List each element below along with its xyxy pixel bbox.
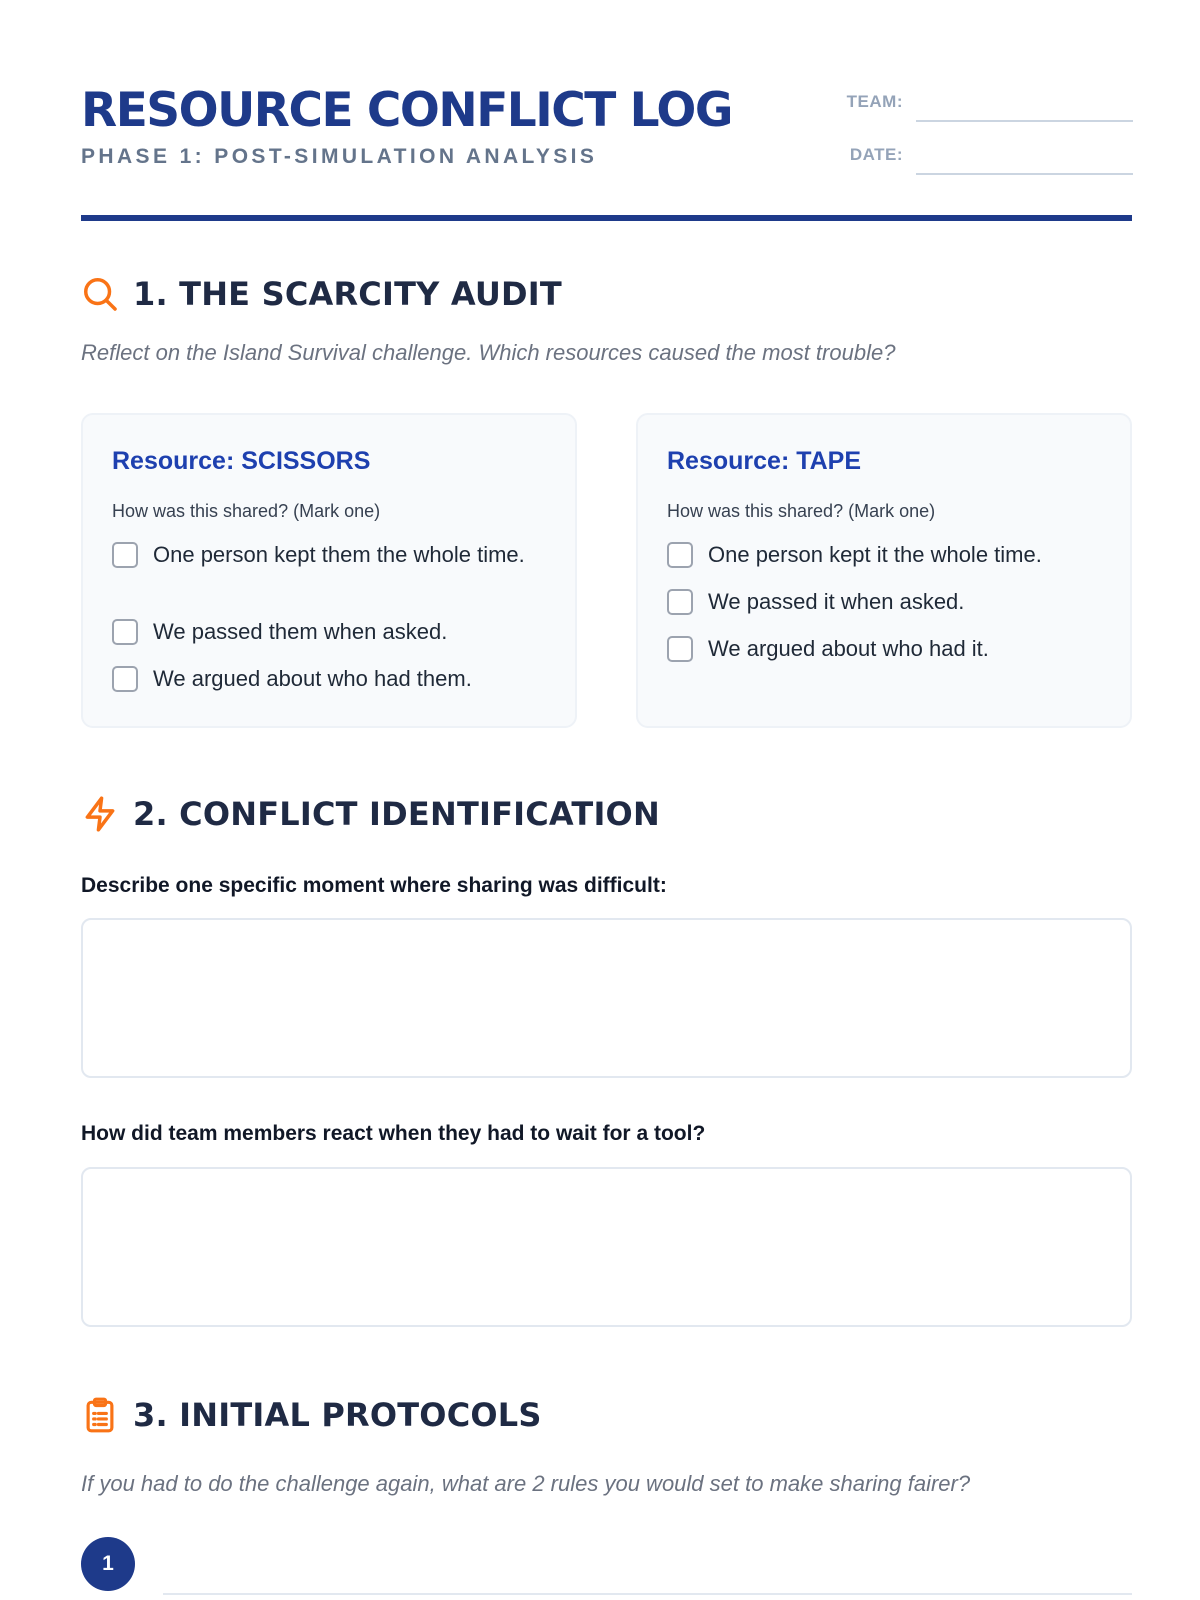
option-kept-whole-time[interactable] xyxy=(112,538,532,571)
rule-answer-line[interactable] xyxy=(163,1593,1132,1595)
section-title: 3. INITIAL PROTOCOLS xyxy=(133,1396,542,1434)
checkbox[interactable] xyxy=(667,542,693,568)
option-label: We passed it when asked. xyxy=(708,589,965,614)
card-title: Resource: TAPE xyxy=(667,447,862,475)
checkbox[interactable] xyxy=(667,636,693,662)
option-kept-whole-time[interactable] xyxy=(667,538,1087,571)
resource-card-scissors xyxy=(81,413,577,728)
lightning-icon xyxy=(81,795,119,833)
search-icon xyxy=(81,275,119,313)
option-passed-when-asked[interactable] xyxy=(112,615,532,648)
header-divider xyxy=(81,215,1132,221)
card-title: Resource: SCISSORS xyxy=(112,447,371,475)
resource-card-tape xyxy=(636,413,1132,728)
checkbox[interactable] xyxy=(667,589,693,615)
section-scarcity-audit-heading xyxy=(81,272,562,316)
date-label: DATE: xyxy=(849,145,903,164)
section-title: 2. CONFLICT IDENTIFICATION xyxy=(133,795,660,833)
page-title: RESOURCE CONFLICT LOG xyxy=(81,83,732,138)
page-subtitle: PHASE 1: POST-SIMULATION ANALYSIS xyxy=(81,145,598,168)
team-field xyxy=(748,82,1133,122)
question-difficult-moment: Describe one specific moment where sharing was difficult: xyxy=(81,874,667,897)
option-label: We argued about who had them. xyxy=(153,666,472,691)
answer-box-team-reaction[interactable] xyxy=(81,1167,1132,1327)
team-input-line[interactable] xyxy=(916,120,1133,122)
section-intro: If you had to do the challenge again, what are 2 rules you would set to make sharing fairer? xyxy=(81,1471,971,1496)
question-team-reaction: How did team members react when they had to wait for a tool? xyxy=(81,1122,706,1145)
option-label: We argued about who had it. xyxy=(708,636,989,661)
rule-number-badge: 1 xyxy=(81,1537,135,1591)
answer-box-difficult-moment[interactable] xyxy=(81,918,1132,1078)
section-title: 1. THE SCARCITY AUDIT xyxy=(133,275,562,313)
section-conflict-identification-heading xyxy=(81,792,660,836)
card-hint: How was this shared? (Mark one) xyxy=(112,501,381,521)
checkbox[interactable] xyxy=(112,666,138,692)
option-argued[interactable] xyxy=(667,632,1087,665)
option-argued[interactable] xyxy=(112,662,532,695)
card-hint: How was this shared? (Mark one) xyxy=(667,501,936,521)
date-input-line[interactable] xyxy=(916,173,1133,175)
option-label: We passed them when asked. xyxy=(153,619,448,644)
team-label: TEAM: xyxy=(846,92,903,111)
checkbox[interactable] xyxy=(112,542,138,568)
option-label: One person kept them the whole time. xyxy=(153,542,525,567)
date-field xyxy=(748,135,1133,175)
checkbox[interactable] xyxy=(112,619,138,645)
section-intro: Reflect on the Island Survival challenge. Which resources caused the most trouble? xyxy=(81,340,896,365)
option-passed-when-asked[interactable] xyxy=(667,585,1087,618)
option-label: One person kept it the whole time. xyxy=(708,542,1042,567)
section-initial-protocols-heading xyxy=(81,1393,542,1437)
clipboard-icon xyxy=(81,1396,119,1434)
